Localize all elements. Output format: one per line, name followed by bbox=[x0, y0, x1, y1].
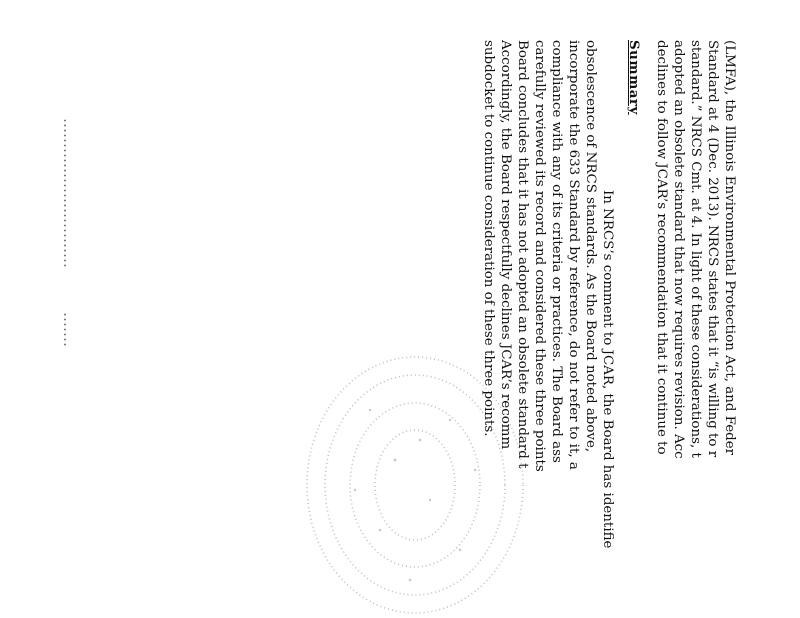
text-line: incorporate the 633 Standard by reference, do not refer to it, a bbox=[566, 40, 581, 470]
margin-dots bbox=[64, 118, 66, 268]
text-line: carefully reviewed its record and considered these three points bbox=[532, 40, 547, 472]
text-line: declines to follow JCAR’s recommendation that it continue to bbox=[654, 40, 669, 455]
text-line: adopted an obsolete standard that now requires revision. Acc bbox=[671, 40, 686, 459]
text-line: Accordingly, the Board respectfully declines JCAR’s recomm bbox=[498, 40, 513, 450]
margin-dots bbox=[64, 312, 66, 346]
text-line: compliance with any of its criteria or practices. The Board ass bbox=[549, 40, 564, 463]
text-line: Standard at 4 (Dec. 2013). NRCS states that it “is willing to r bbox=[705, 40, 720, 458]
section-heading-summary: Summary bbox=[626, 40, 642, 115]
text-line: obsolescence of NRCS standards. As the Board noted above, bbox=[583, 40, 598, 453]
text-line: Board concludes that it has not adopted an obsolete standard t bbox=[515, 40, 530, 469]
text-line: subdocket to continue consideration of these three points. bbox=[481, 40, 496, 437]
text-line: In NRCS’s comment to JCAR, the Board has identifie bbox=[600, 190, 615, 549]
text-line: (LMFA), the Illinois Environmental Protection Act, and Feder bbox=[722, 40, 737, 456]
text-line: standard.” NRCS Cmt. at 4. In light of these considerations, t bbox=[688, 40, 703, 458]
